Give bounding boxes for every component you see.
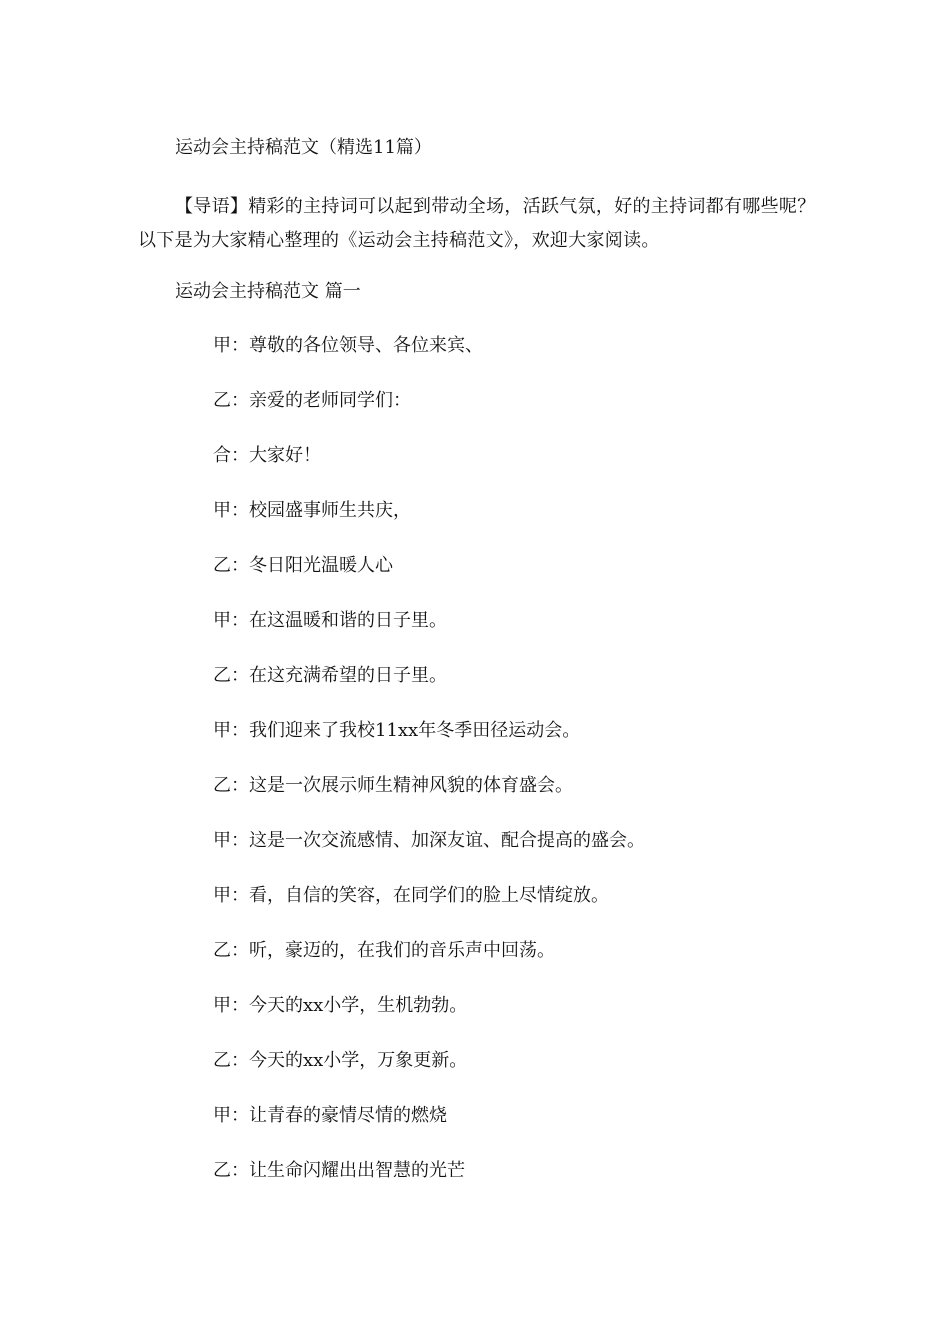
dialogue-line: 甲：看，自信的笑容，在同学们的脸上尽情绽放。: [213, 885, 609, 906]
intro-text: 精彩的主持词可以起到带动全场，活跃气氛，好的主持词都有哪些呢？以下是为大家精心整理的《运动会主持稿范文》，欢迎大家阅读。: [138, 196, 816, 251]
dialogue-line: 乙：这是一次展示师生精神风貌的体育盛会。: [213, 775, 573, 796]
dialogue-line: 甲：校园盛事师生共庆，: [213, 500, 411, 521]
dialogue-line: 乙：今天的xx小学，万象更新。: [213, 1050, 468, 1071]
dialogue-line: 甲：在这温暖和谐的日子里。: [213, 610, 447, 631]
dialogue-line: 乙：让生命闪耀出出智慧的光芒: [213, 1160, 465, 1181]
dialogue-line: 甲：今天的xx小学，生机勃勃。: [213, 995, 468, 1016]
dialogue-line: 乙：听，豪迈的，在我们的音乐声中回荡。: [213, 940, 555, 961]
dialogue-list: [213, 334, 645, 1214]
dialogue-line: 乙：在这充满希望的日子里。: [213, 665, 447, 686]
dialogue-line: 合：大家好！: [213, 445, 321, 466]
dialogue-line: 乙：冬日阳光温暖人心: [213, 555, 393, 576]
dialogue-line: 乙：亲爱的老师同学们：: [213, 390, 411, 411]
dialogue-line: 甲：我们迎来了我校11xx年冬季田径运动会。: [213, 720, 581, 741]
dialogue-line: 甲：这是一次交流感情、加深友谊、配合提高的盛会。: [213, 830, 645, 851]
dialogue-line: 甲：让青春的豪情尽情的燃烧: [213, 1105, 447, 1126]
section-heading: 运动会主持稿范文 篇一: [175, 281, 361, 302]
document-title: 运动会主持稿范文（精选11篇）: [175, 137, 432, 158]
intro-paragraph: [138, 190, 818, 258]
intro-lead: 【导语】: [175, 196, 249, 217]
dialogue-line: 甲：尊敬的各位领导、各位来宾、: [213, 335, 483, 356]
